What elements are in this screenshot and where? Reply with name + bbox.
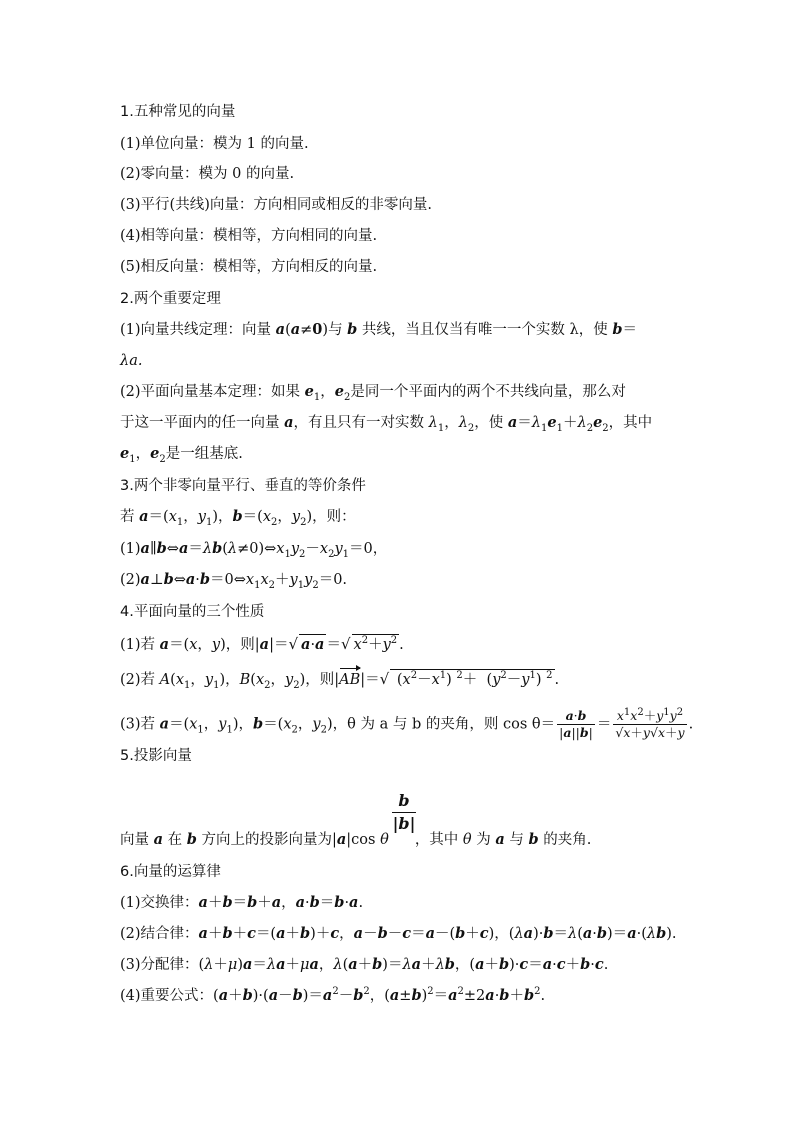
projection-fraction xyxy=(392,790,416,835)
s4-property-2: (2)若 $A(x_1$，$y_1$)，$B(x_2$，$y_2$)，则|AB|＝√ $(x^2-x^1)$ $^2+ (y^2-y^1)$ $^2$ . xyxy=(120,670,560,691)
s1-item-5: (5)相反向量：模相等，方向相反的向量. xyxy=(120,259,378,275)
s2-theorem-2-line-2: 于这一平面内的任一向量 a，有且只有一对实数 $\lambda_1$，$\lambda_2$，使 $a=\lambda_1e_1+\lambda_2e_2$，其中 xyxy=(120,414,653,434)
s2-theorem-2-line-1: (2)平面向量基本定理：如果 $e_1$，$e_2$是同一个平面内的两个不共线向量，那么对 xyxy=(120,383,626,403)
s3-intro: 若 $a=(x_1$，$y_1$)，$b=(x_2$，$y_2$)，则： xyxy=(120,508,356,528)
section-6-title: 6.向量的运算律 xyxy=(120,864,221,880)
projection-fraction-denominator: |b| xyxy=(392,814,416,833)
section-4-title: 4.平面向量的三个性质 xyxy=(120,604,265,620)
s6-associative: (2)结合律：a＋b＋c＝(a＋b)＋c，a－b－c＝a－(b＋c)，(λa)·b＝λ(a·b)＝a·(λb). xyxy=(120,925,677,942)
s3-condition-perpendicular: $(2)a\perp b\Leftrightarrow a\cdot b=0\Leftrightarrow x_1x_2+y_1y_2=0$. xyxy=(120,571,348,591)
s5-projection-text: 向量 a 在 b 方向上的投影向量为|a|cos θ ，其中 θ 为 a 与 b 的夹角. xyxy=(120,831,592,848)
s2-theorem-1-line-1: (1)向量共线定理：向量 a(a≠0)与 b 共线，当且仅当有唯一一个实数 λ，使 b＝ xyxy=(120,321,637,338)
s4-property-3: (3)若 $a=(x_1$，$y_1$)，$b=(x_2$，$y_2$)，θ 为 a 与 b 的夹角，则 cos θ＝ $\frac{a\cdot b}{|a||b|}$ ＝ $\frac{x^1x^2+y^1y^2}{√x+y√x+y}$ . xyxy=(120,706,694,740)
s2-theorem-1-line-2: λa. xyxy=(120,353,143,369)
s1-item-1: (1)单位向量：模为 1 的向量. xyxy=(120,136,309,152)
section-2-title: 2.两个重要定理 xyxy=(120,291,221,307)
s6-distributive: (3)分配律：(λ＋μ)a＝λa＋μa，λ(a＋b)＝λa＋λb，(a＋b)·c＝a·c＋b·c. xyxy=(120,956,609,973)
s2-theorem-2-line-3: $e_1$，$e_2$是一组基底. xyxy=(120,445,243,465)
projection-fraction-numerator: b xyxy=(392,790,416,813)
s4-property-1: (1)若 a＝(x，y)，则|a|＝√ a·a ＝√ $x^2+y^2$ . xyxy=(120,635,404,653)
section-5-title: 5.投影向量 xyxy=(120,748,192,764)
s3-condition-parallel: $(1)a\parallel b\Leftrightarrow a=\lambda b(\lambda\ne 0)\Leftrightarrow x_1y_2-x_2y_1=0$， xyxy=(120,540,388,560)
s6-commutative: (1)交换律：a＋b＝b＋a，a·b＝b·a. xyxy=(120,894,364,911)
s1-item-3: (3)平行(共线)向量：方向相同或相反的非零向量. xyxy=(120,197,432,213)
section-3-title: 3.两个非零向量平行、垂直的等价条件 xyxy=(120,478,366,494)
s6-important-formulas: (4)重要公式：$(a+b)\cdot(a-b)=a^2-b^2$，$(a\pm b)^2=a^2\pm 2a\cdot b+b^2$. xyxy=(120,986,546,1004)
section-1-title: 1.五种常见的向量 xyxy=(120,104,236,120)
s1-item-2: (2)零向量：模为 0 的向量. xyxy=(120,166,295,182)
s1-item-4: (4)相等向量：模相等，方向相同的向量. xyxy=(120,228,378,244)
